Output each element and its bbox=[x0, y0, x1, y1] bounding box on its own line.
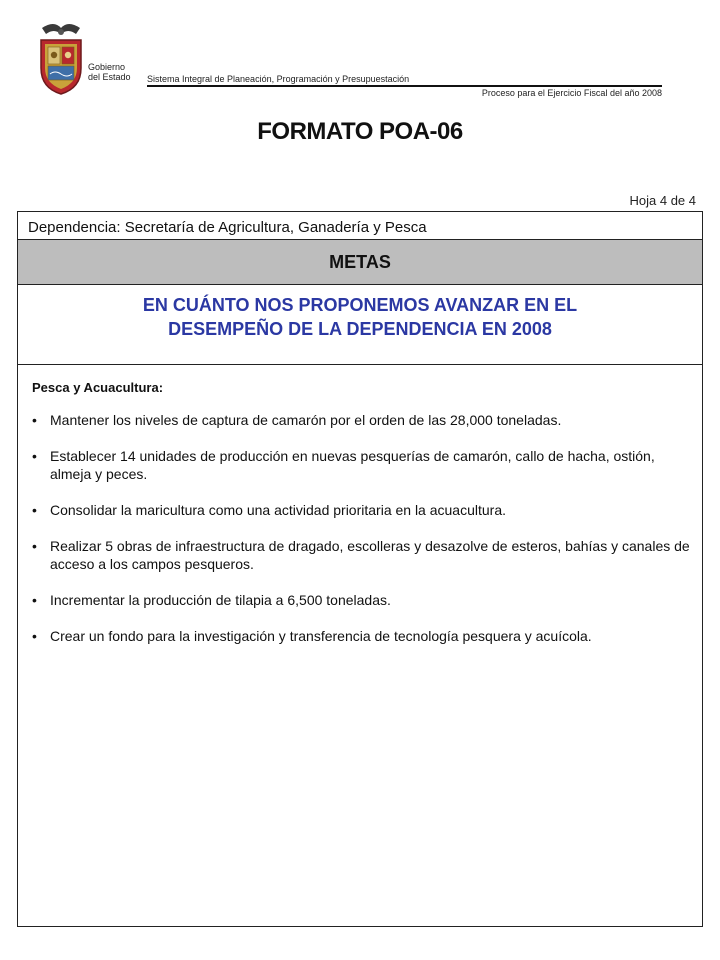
form-frame bbox=[17, 211, 703, 927]
goal-item bbox=[32, 627, 692, 645]
goal-text: Realizar 5 obras de infraestructura de dragado, escolleras y desazolve de esteros, bahías y canales de acceso a los campos pesqueros. bbox=[50, 538, 690, 572]
goal-text: Establecer 14 unidades de producción en nuevas pesquerías de camarón, callo de hacha, ostión, almeja y peces. bbox=[50, 448, 655, 482]
bullet: • bbox=[32, 628, 37, 644]
goal-item bbox=[32, 501, 692, 519]
bullet: • bbox=[32, 502, 37, 518]
goals-list bbox=[32, 411, 692, 645]
goal-text: Crear un fondo para la investigación y transferencia de tecnología pesquera y acuícola. bbox=[50, 628, 592, 644]
metas-subtitle bbox=[18, 285, 702, 365]
document-title: FORMATO POA-06 bbox=[257, 118, 463, 145]
bullet: • bbox=[32, 592, 37, 608]
goal-item bbox=[32, 591, 692, 609]
goal-item bbox=[32, 411, 692, 429]
government-label bbox=[88, 62, 131, 82]
subtitle-line-1: EN CUÁNTO NOS PROPONEMOS AVANZAR EN EL bbox=[142, 295, 578, 315]
section-heading: Pesca y Acuacultura: bbox=[32, 380, 164, 395]
metas-header: METAS bbox=[18, 240, 702, 285]
bullet: • bbox=[32, 412, 37, 428]
goals-content bbox=[32, 380, 692, 663]
goal-text: Consolidar la maricultura como una actividad prioritaria en la acuacultura. bbox=[50, 502, 507, 518]
state-seal-logo bbox=[36, 18, 86, 96]
header-divider bbox=[147, 85, 662, 87]
goal-text: Mantener los niveles de captura de camarón por el orden de las 28,000 toneladas. bbox=[50, 412, 562, 428]
goal-item bbox=[32, 537, 692, 573]
subtitle-line-2: DESEMPEÑO DE LA DEPENDENCIA EN 2008 bbox=[168, 319, 552, 339]
gov-line-2: del Estado bbox=[88, 72, 131, 82]
system-name: Sistema Integral de Planeación, Programación y Presupuestación bbox=[147, 74, 410, 84]
goal-item bbox=[32, 447, 692, 483]
goal-text: Incrementar la producción de tilapia a 6,500 toneladas. bbox=[50, 592, 391, 608]
gov-line-1: Gobierno bbox=[88, 62, 126, 72]
dependencia-row: Dependencia: Secretaría de Agricultura, Ganadería y Pesca bbox=[18, 212, 702, 240]
process-label: Proceso para el Ejercicio Fiscal del año 2008 bbox=[481, 88, 662, 98]
page-indicator: Hoja 4 de 4 bbox=[629, 193, 696, 208]
bullet: • bbox=[32, 448, 37, 464]
bullet: • bbox=[32, 538, 37, 554]
